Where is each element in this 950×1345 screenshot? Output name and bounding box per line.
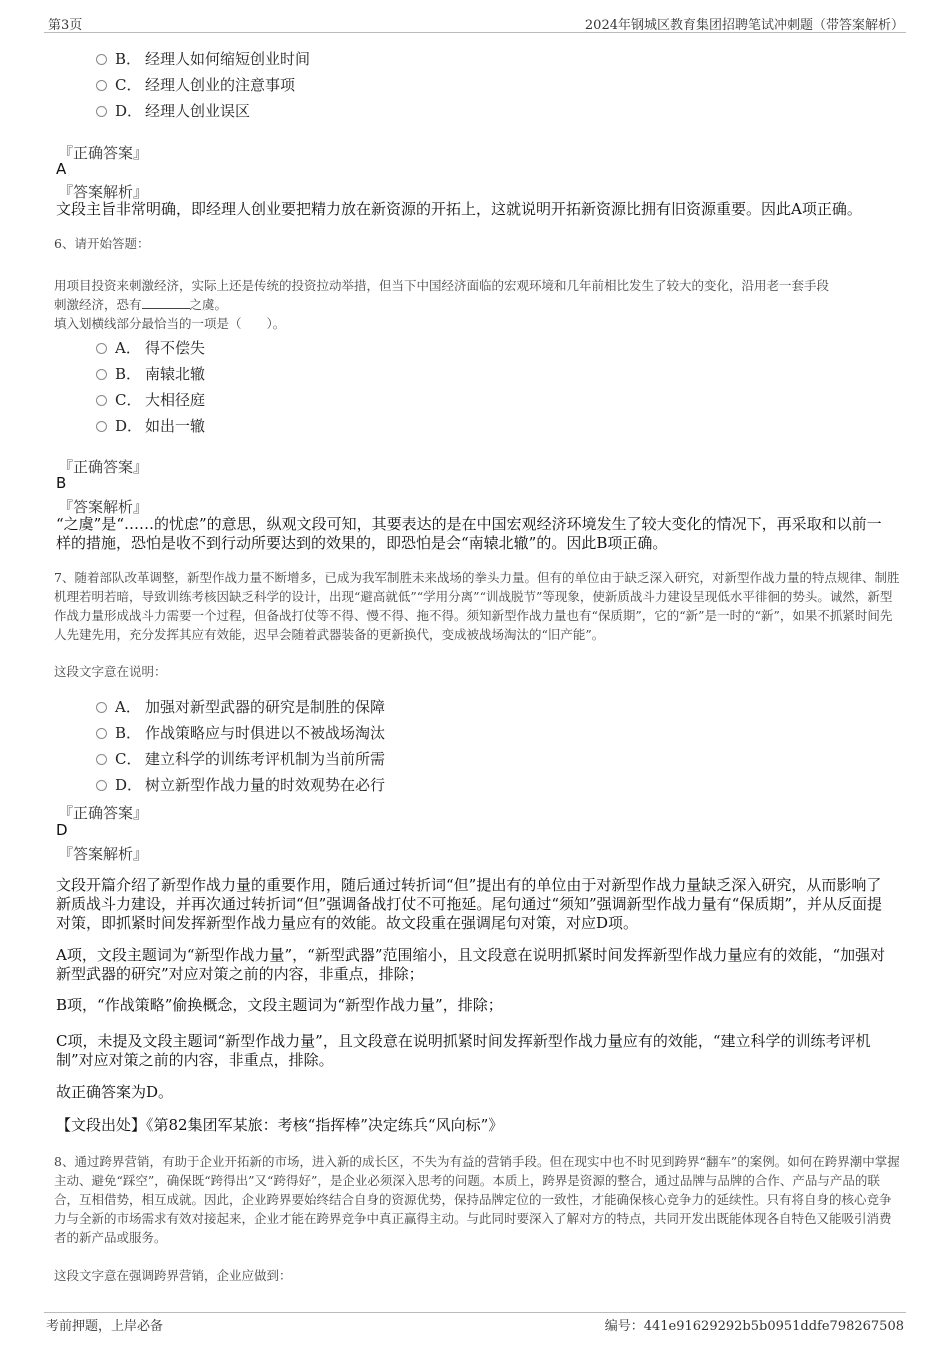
q6-analysis: “之虞”是“……的忧虑”的意思，纵观文段可知，其要表达的是在中国宏观经济环境发生了较大变化的情况下，再采取和以前一样的措施，恐怕是收不到行动所要达到的效果的，即恐怕是会“南辕北辙”的。因此B项正确。 (56, 515, 882, 552)
q7-answer-label: 『正确答案』 (58, 804, 149, 822)
radio-icon[interactable] (96, 754, 107, 765)
q7-analysis-paragraph: C项，未提及文段主题词“新型作战力量”，且文段意在说明抓紧时间发挥新型作战力量应有的效能，“建立科学的训练考评机制”对应对策之前的内容，非重点，排除。 (56, 1032, 871, 1069)
page-number: 第3页 (48, 18, 83, 33)
radio-icon[interactable] (96, 728, 107, 739)
radio-icon[interactable] (96, 780, 107, 791)
radio-icon[interactable] (96, 369, 107, 380)
q7-analysis-paragraph: 文段开篇介绍了新型作战力量的重要作用，随后通过转折词“但”提出有的单位由于对新型作战力量缺乏深入研究，从而影响了新质战斗力建设，并再次通过转折词“但”强调备战打仗不可拖延。尾句通过“须知”强调新型作战力量有“保质期”，并从反面提对策，即抓紧时间发挥新型作战力量应有的效能。故文段重在强调尾句对策，对应D项。 (56, 876, 883, 932)
q7-option-a[interactable]: A． 加强对新型武器的研究是制胜的保障 (96, 696, 385, 717)
footer-slogan: 考前押题，上岸必备 (46, 1319, 164, 1334)
radio-icon[interactable] (96, 54, 107, 65)
q6-number: 6、请开始答题： (54, 236, 150, 251)
q7-analysis-paragraph: B项，“作战策略”偷换概念，文段主题词为“新型作战力量”，排除； (56, 996, 503, 1014)
footer-doc-id: 编号：441e91629292b5b0951ddfe798267508 (604, 1319, 904, 1334)
radio-icon[interactable] (96, 702, 107, 713)
q7-analysis-paragraph: 故正确答案为D。 (56, 1083, 174, 1101)
q5-option-c[interactable]: C． 经理人创业的注意事项 (96, 74, 295, 95)
q7-answer: D (56, 821, 68, 839)
q7-analysis-label: 『答案解析』 (58, 845, 149, 863)
q7-option-c[interactable]: C． 建立科学的训练考评机制为当前所需 (96, 748, 385, 769)
q7-analysis-paragraph: A项，文段主题词为“新型作战力量”，“新型武器”范围缩小，且文段意在说明抓紧时间发挥新型作战力量应有的效能，“加强对新型武器的研究”对应对策之前的内容，非重点，排除； (56, 946, 886, 983)
q6-answer-label: 『正确答案』 (58, 458, 149, 476)
q7-passage: 7、随着部队改革调整，新型作战力量不断增多，已成为我军制胜未来战场的拳头力量。但有的单位由于缺乏深入研究，对新型作战力量的特点规律、制胜机理若明若暗，导致训练考核因缺乏科学的设计，出现“避高就低”“学用分离”“训战脱节”等现象，使新质战斗力建设呈现低水平徘徊的势头。诚然，新型作战力量形成战斗力需要一个过程，但备战打仗等不得、慢不得、拖不得。须知新型作战力量也有“保质期”，它的“新”是一时的“新”，如果不抓紧时间先人先建先用，充分发挥其应有效能，迟早会随着武器装备的更新换代，变成被战场淘汰的“旧产能”。 (54, 570, 900, 642)
page-footer (44, 1312, 906, 1337)
q6-answer: B (56, 474, 67, 492)
page-header (44, 10, 906, 33)
q5-answer-label: 『正确答案』 (58, 144, 149, 162)
radio-icon[interactable] (96, 421, 107, 432)
q7-option-d[interactable]: D． 树立新型作战力量的时效观势在必行 (96, 774, 385, 795)
q5-option-b[interactable]: B． 经理人如何缩短创业时间 (96, 48, 310, 69)
document-title: 2024年钢城区教育集团招聘笔试冲刺题（带答案解析） (584, 18, 904, 33)
radio-icon[interactable] (96, 395, 107, 406)
q6-option-d[interactable]: D． 如出一辙 (96, 415, 205, 436)
q6-passage: 用项目投资来刺激经济，实际上还是传统的投资拉动举措，但当下中国经济面临的宏观环境和几年前相比发生了较大的变化，沿用老一套手段 刺激经济，恐有 之虞。 填入划横线部分最恰当的一项是（ ）。 (54, 278, 830, 331)
q6-option-a[interactable]: A． 得不偿失 (96, 337, 205, 358)
radio-icon[interactable] (96, 106, 107, 117)
q8-passage: 8、通过跨界营销，有助于企业开拓新的市场，进入新的成长区，不失为有益的营销手段。但在现实中也不时见到跨界“翻车”的案例。如何在跨界潮中掌握主动、避免“踩空”，确保既“跨得出”又“跨得好”，是企业必须深入思考的问题。本质上，跨界是资源的整合，通过品牌与品牌的合作、产品与产品的联合，互相借势，相互成就。因此，企业跨界要始终结合自身的资源优势，保持品牌定位的一致性，才能确保核心竞争力的延续性。只有将自身的核心竞争力与全新的市场需求有效对接起来，企业才能在跨界竞争中真正赢得主动。与此同时要深入了解对方的特点，共同开发出既能体现各自特色又能吸引消费者的新产品或服务。 (54, 1154, 900, 1245)
q7-prompt: 这段文字意在说明： (54, 664, 167, 679)
radio-icon[interactable] (96, 343, 107, 354)
radio-icon[interactable] (96, 80, 107, 91)
q8-prompt: 这段文字意在强调跨界营销，企业应做到： (54, 1268, 292, 1283)
q5-answer: A (56, 160, 67, 178)
fill-blank (142, 296, 190, 309)
q7-option-b[interactable]: B． 作战策略应与时俱进以不被战场淘汰 (96, 722, 385, 743)
q5-option-d[interactable]: D． 经理人创业误区 (96, 100, 250, 121)
q5-analysis: 文段主旨非常明确，即经理人创业要把精力放在新资源的开拓上，这就说明开拓新资源比拥有旧资源重要。因此A项正确。 (56, 200, 862, 218)
q6-analysis-label: 『答案解析』 (58, 498, 149, 516)
q6-option-b[interactable]: B． 南辕北辙 (96, 363, 205, 384)
q6-option-c[interactable]: C． 大相径庭 (96, 389, 205, 410)
q5-analysis-label: 『答案解析』 (58, 183, 149, 201)
q7-source: 【文段出处】《第82集团军某旅：考核“指挥棒”决定练兵“风向标”》 (56, 1116, 504, 1134)
